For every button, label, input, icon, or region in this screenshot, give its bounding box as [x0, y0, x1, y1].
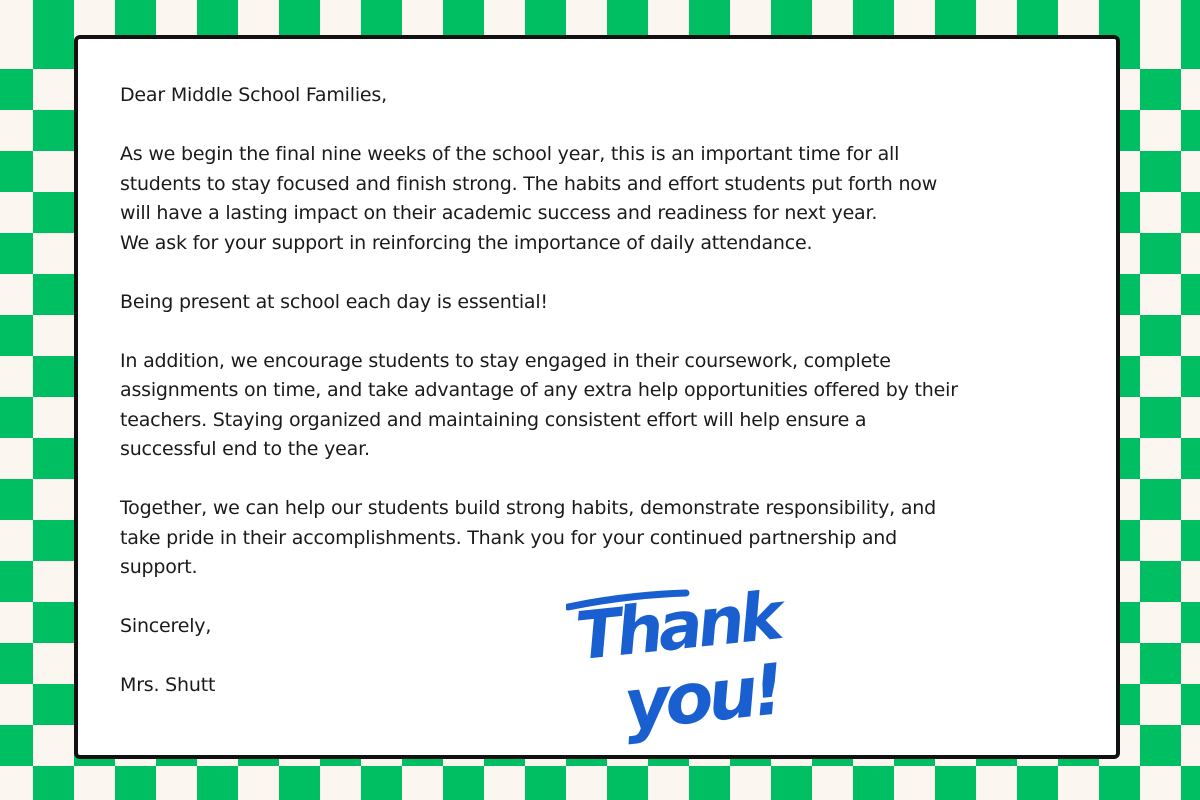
salutation: Dear Middle School Families, [120, 84, 387, 106]
paragraph-engagement [120, 347, 1080, 465]
paragraph-line: In addition, we encourage students to stay engaged in their coursework, complete [120, 349, 891, 372]
paragraph-line: take pride in their accomplishments. Thank you for your continued partnership and [120, 526, 897, 549]
paragraph-line: support. [120, 556, 198, 578]
thank-you-lettering [566, 577, 796, 757]
thank-you-line1: Thank [572, 577, 782, 676]
thank-you-line2: you! [620, 648, 784, 747]
paragraph-attendance [120, 140, 1080, 258]
paragraph-line: students to stay focused and finish strong. The habits and effort students put forth now [120, 172, 938, 195]
top-stripe-border [0, 0, 1200, 36]
paragraph-present: Being present at school each day is essential! [120, 290, 548, 313]
paragraph-line: We ask for your support in reinforcing the importance of daily attendance. [120, 231, 813, 254]
paragraph-together [120, 494, 1080, 583]
paragraph-line: As we begin the final nine weeks of the school year, this is an important time for all [120, 143, 900, 165]
signature: Mrs. Shutt [120, 674, 216, 696]
paragraph-line: successful end to the year. [120, 438, 370, 460]
paragraph-line: will have a lasting impact on their academic success and readiness for next year. [120, 202, 878, 224]
paragraph-line: Together, we can help our students build strong habits, demonstrate responsibility, and [120, 497, 936, 519]
paragraph-line: assignments on time, and take advantage of any extra help opportunities offered by their [120, 379, 958, 401]
paragraph-line: teachers. Staying organized and maintaining consistent effort will help ensure a [120, 408, 867, 431]
closing: Sincerely, [120, 615, 212, 637]
letter-card [74, 35, 1120, 759]
